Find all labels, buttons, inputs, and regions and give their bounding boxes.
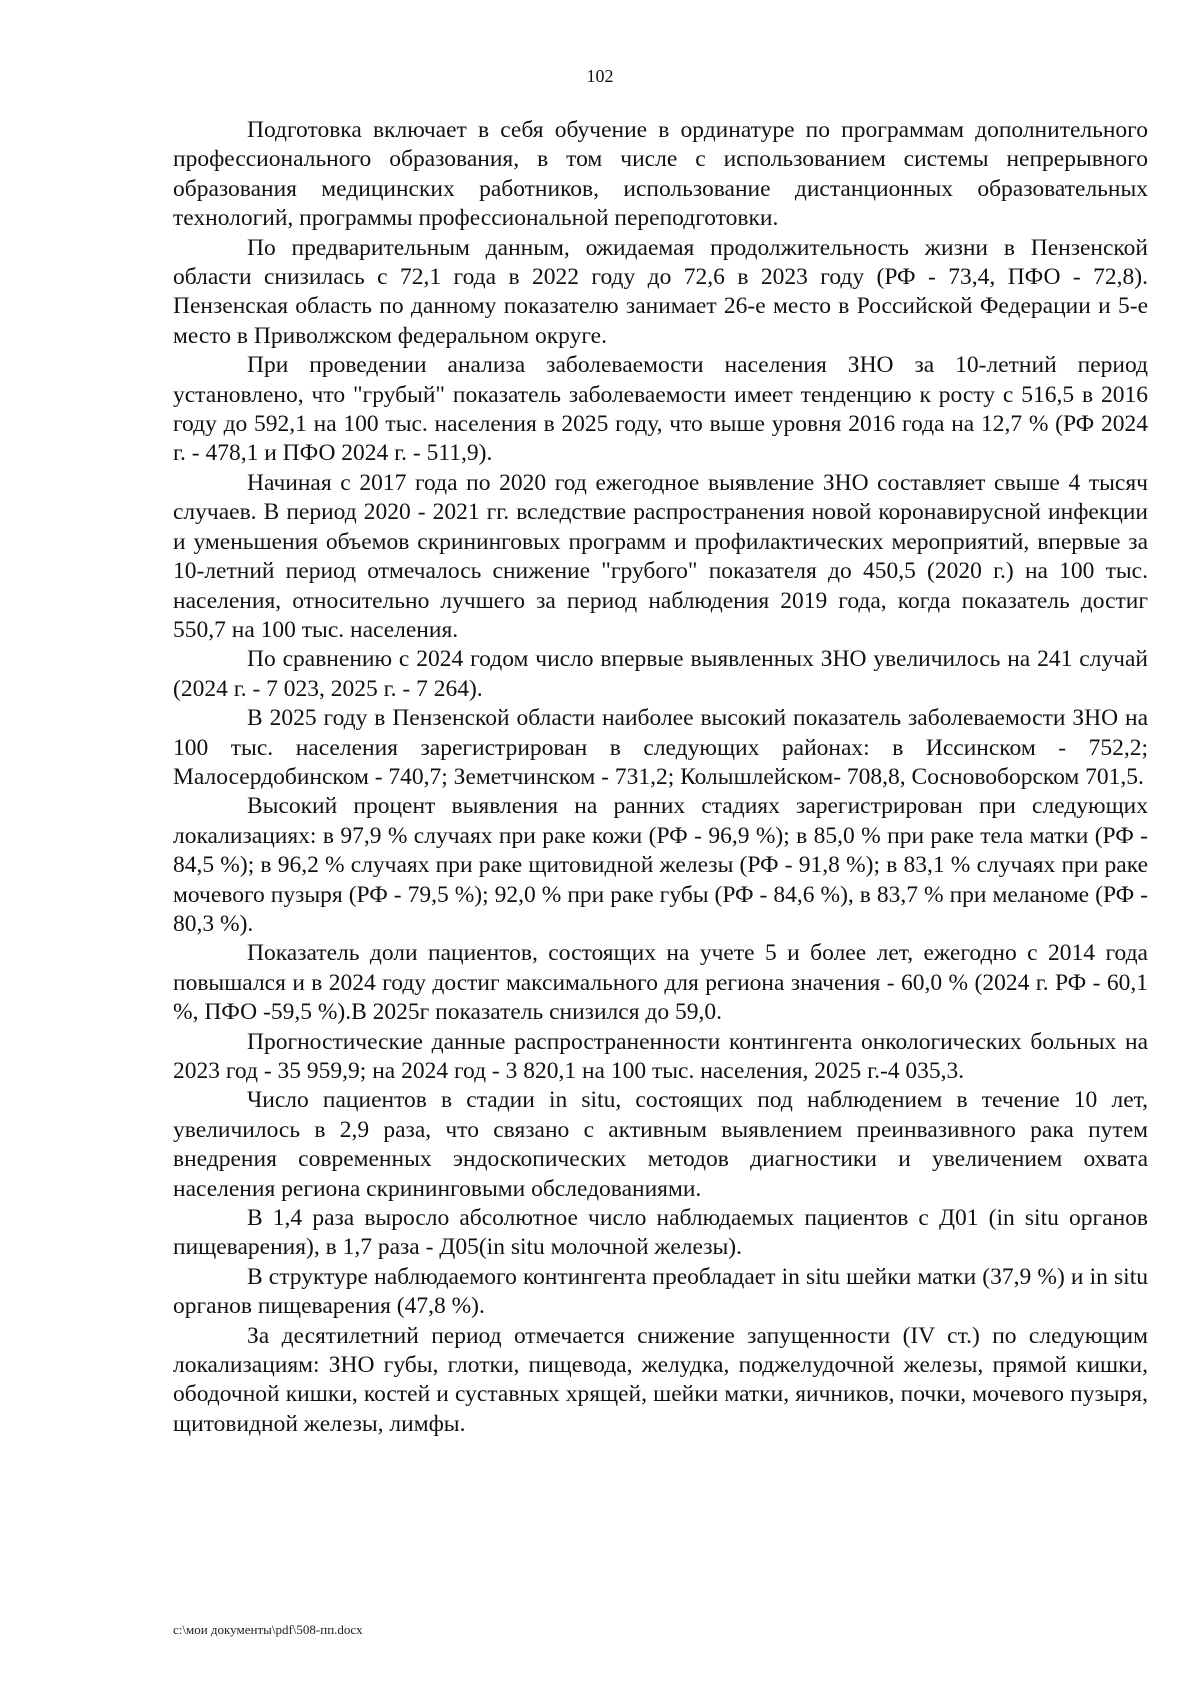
paragraph-life-expectancy: По предварительным данным, ожидаемая продолжительность жизни в Пензенской области снизилась с 72,1 года в 2022 году до 72,6 в 2023 году (РФ - 73,4, ПФО - 72,8). Пензенская область по данному показателю занимает 26-е место в Российской Федерации и 5-е место в Приволжском федеральном округе. (173, 234, 1148, 349)
footer-file-path: c:\мои документы\pdf\508-пп.docx (173, 1622, 363, 1637)
paragraph-in-situ-patients: Число пациентов в стадии in situ, состоящих под наблюдением в течение 10 лет, увеличилось в 2,9 раза, что связано с активным выявлением преинвазивного рака путем внедрения современных эндоскопических методов диагностики и увеличением охвата населения региона скрининговыми обследованиями. (173, 1087, 1148, 1202)
paragraph-early-detection: Высокий процент выявления на ранних стадиях зарегистрирован при следующих локализациях: в 97,9 % случаях при раке кожи (РФ - 96,9 %); в 85,0 % при раке тела матки (РФ - 84,5 %); в 96,2 % случаях при раке щитовидной железы (РФ - 91,8 %); в 83,1 % случаях при раке мочевого пузыря (РФ - 79,5 %); 92,0 % при раке губы (РФ - 84,6 %), в 83,7 % при меланоме (РФ - 80,3 %). (173, 793, 1148, 937)
paragraph-annual-detection: Начиная с 2017 года по 2020 год ежегодное выявление ЗНО составляет свыше 4 тысяч случаев. В период 2020 - 2021 гг. вследствие распространения новой коронавирусной инфекции и уменьшения объемов скрининговых программ и профилактических мероприятий, впервые за 10-летний период отмечалось снижение "грубого" показателя до 450,5 (2020 г.) на 100 тыс. населения, относительно лучшего за период наблюдения 2019 года, когда показатель достиг 550,7 на 100 тыс. населения. (173, 469, 1148, 643)
paragraph-five-year-share: Показатель доли пациентов, состоящих на учете 5 и более лет, ежегодно с 2014 года повышался и в 2024 году достиг максимального для региона значения - 60,0 % (2024 г. РФ - 60,1 %, ПФО -59,5 %).В 2025г показатель снизился до 59,0. (173, 940, 1148, 1026)
paragraph-prevalence-forecast: Прогностические данные распространенности контингента онкологических больных на 2023 год - 35 959,9; на 2024 год - 3 820,1 на 100 тыс. населения, 2025 г.-4 035,3. (173, 1028, 1148, 1084)
paragraph-incidence-analysis: При проведении анализа заболеваемости населения ЗНО за 10-летний период установлено, что "грубый" показатель заболеваемости имеет тенденцию к росту с 516,5 в 2016 году до 592,1 на 100 тыс. населения в 2025 году, что выше уровня 2016 года на 12,7 % (РФ 2024 г. - 478,1 и ПФО 2024 г. - 511,9). (173, 352, 1148, 467)
paragraph-in-situ-structure: В структуре наблюдаемого контингента преобладает in situ шейки матки (37,9 %) и in situ органов пищеварения (47,8 %). (173, 1263, 1148, 1320)
paragraph-late-stage-decline: За десятилетний период отмечается снижение запущенности (IV ст.) по следующим локализациям: ЗНО губы, глотки, пищевода, желудка, поджелудочной железы, прямой кишки, ободочной кишки, костей и суставных хрящей, шейки матки, яичников, почки, мочевого пузыря, щитовидной железы, лимфы. (173, 1322, 1148, 1437)
paragraph-districts: В 2025 году в Пензенской области наиболее высокий показатель заболеваемости ЗНО на 100 тыс. населения зарегистрирован в следующих районах: в Иссинском - 752,2; Малосердобинском - 740,7; Земетчинском - 731,2; Колышлейском- 708,8, Сосновоборском 701,5. (173, 705, 1148, 790)
document-body (173, 116, 1148, 1439)
paragraph-new-cases: По сравнению с 2024 годом число впервые выявленных ЗНО увеличилось на 241 случай (2024 г. - 7 023, 2025 г. - 7 264). (173, 646, 1148, 702)
paragraph-training: Подготовка включает в себя обучение в ординатуре по программам дополнительного профессионального образования, в том числе с использованием системы непрерывного образования медицинских работников, использование дистанционных образовательных технологий, программы профессиональной переподготовки. (173, 117, 1148, 232)
paragraph-in-situ-growth: В 1,4 раза выросло абсолютное число наблюдаемых пациентов с Д01 (in situ органов пищеварения), в 1,7 раза - Д05(in situ молочной железы). (173, 1205, 1148, 1261)
page-number: 102 (586, 66, 614, 86)
